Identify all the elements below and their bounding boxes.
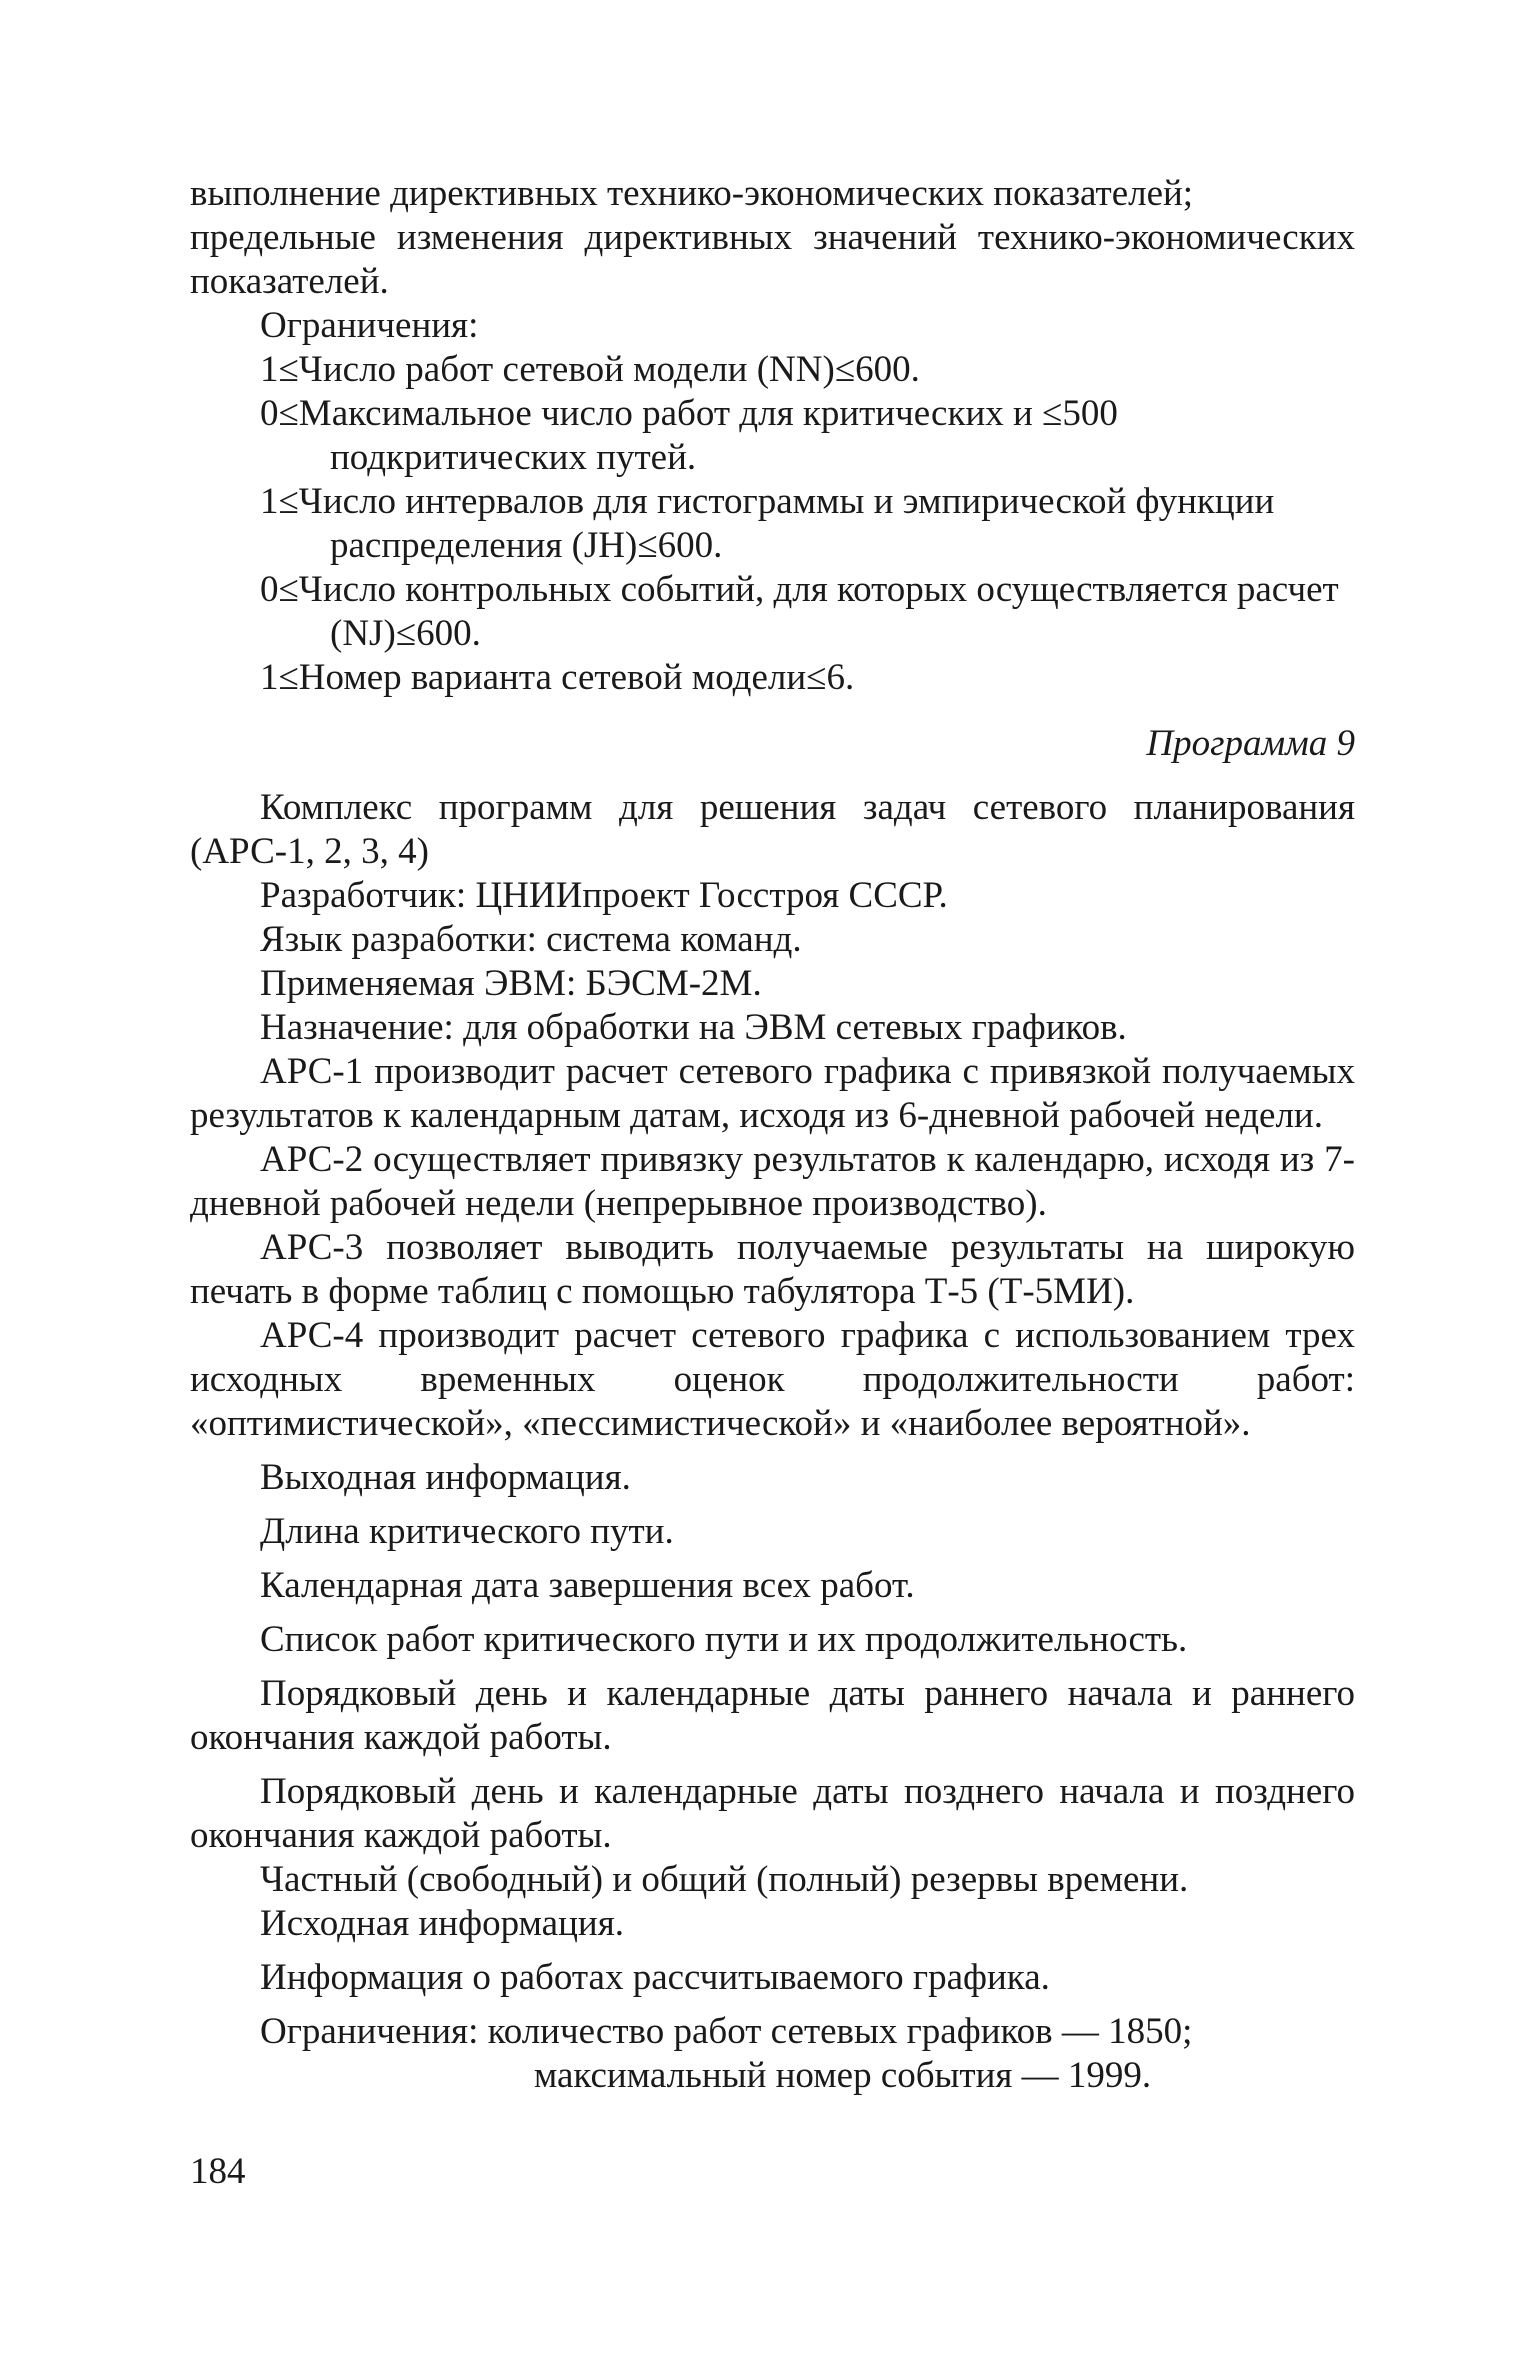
arc-2: АРС-2 осуществляет привязку результатов к календарю, исходя из 7-дневной рабочей недели (непрерывное производство). <box>190 1139 1355 1224</box>
arc-4: АРС-4 производит расчет сетевого графика с использованием трех исходных временных оценок продолжительности работ: «оптимистической», «пессимистической» и «наиболее вероятной». <box>190 1315 1355 1444</box>
purpose: Назначение: для обработки на ЭВМ сетевых графиков. <box>260 1007 1127 1048</box>
constraints-line-2: максимальный номер события — 1999. <box>533 2055 1152 2096</box>
computer: Применяемая ЭВМ: БЭСМ-2М. <box>260 963 762 1004</box>
constraints-line-1: Ограничения: количество работ сетевых графиков — 1850; <box>260 2011 1193 2052</box>
arc-1: АРС-1 производит расчет сетевого графика с привязкой получаемых результатов к календарным датам, исходя из 6-дневной рабочей недели. <box>190 1051 1355 1136</box>
input-item: Информация о работах рассчитываемого графика. <box>260 1957 1050 1998</box>
page-number: 184 <box>190 2151 246 2192</box>
output-item: Порядковый день и календарные даты позднего начала и позднего окончания каждой работы. <box>190 1771 1355 1856</box>
output-item: Порядковый день и календарные даты раннего начала и раннего окончания каждой работы. <box>190 1673 1355 1758</box>
intro-line-2: предельные изменения директивных значений технико-экономических показателей. <box>190 217 1355 302</box>
output-item: Частный (свободный) и общий (полный) резервы времени. <box>260 1859 1189 1900</box>
program-title: Комплекс программ для решения задач сетевого планирования (АРС-1, 2, 3, 4) <box>190 787 1355 872</box>
arc-3: АРС-3 позволяет выводить получаемые результаты на широкую печать в форме таблиц с помощью табулятора Т-5 (Т-5МИ). <box>190 1227 1355 1312</box>
output-item: Список работ критического пути и их продолжительность. <box>260 1619 1188 1660</box>
limit-item: 1≤Номер варианта сетевой модели≤6. <box>260 657 855 698</box>
intro-line-1: выполнение директивных технико-экономических показателей; <box>190 173 1194 214</box>
output-item: Календарная дата завершения всех работ. <box>260 1565 915 1606</box>
limit-item: 1≤Число интервалов для гистограммы и эмпирической функции распределения (JH)≤600. <box>260 481 1275 566</box>
developer: Разработчик: ЦНИИпроект Госстроя СССР. <box>260 875 948 916</box>
input-heading: Исходная информация. <box>260 1903 624 1944</box>
language: Язык разработки: система команд. <box>260 919 802 960</box>
limit-item: 0≤Число контрольных событий, для которых осуществляется расчет (NJ)≤600. <box>260 569 1339 654</box>
limit-item: 1≤Число работ сетевой модели (NN)≤600. <box>260 349 920 390</box>
output-item: Длина критического пути. <box>260 1511 674 1552</box>
limit-item: 0≤Максимальное число работ для критических и ≤500 подкритических путей. <box>260 393 1118 478</box>
limits-heading: Ограничения: <box>260 305 479 346</box>
document-page <box>190 172 1355 2098</box>
program-label: Программа 9 <box>1146 723 1355 764</box>
output-heading: Выходная информация. <box>260 1457 631 1498</box>
limits-list <box>190 348 1355 700</box>
